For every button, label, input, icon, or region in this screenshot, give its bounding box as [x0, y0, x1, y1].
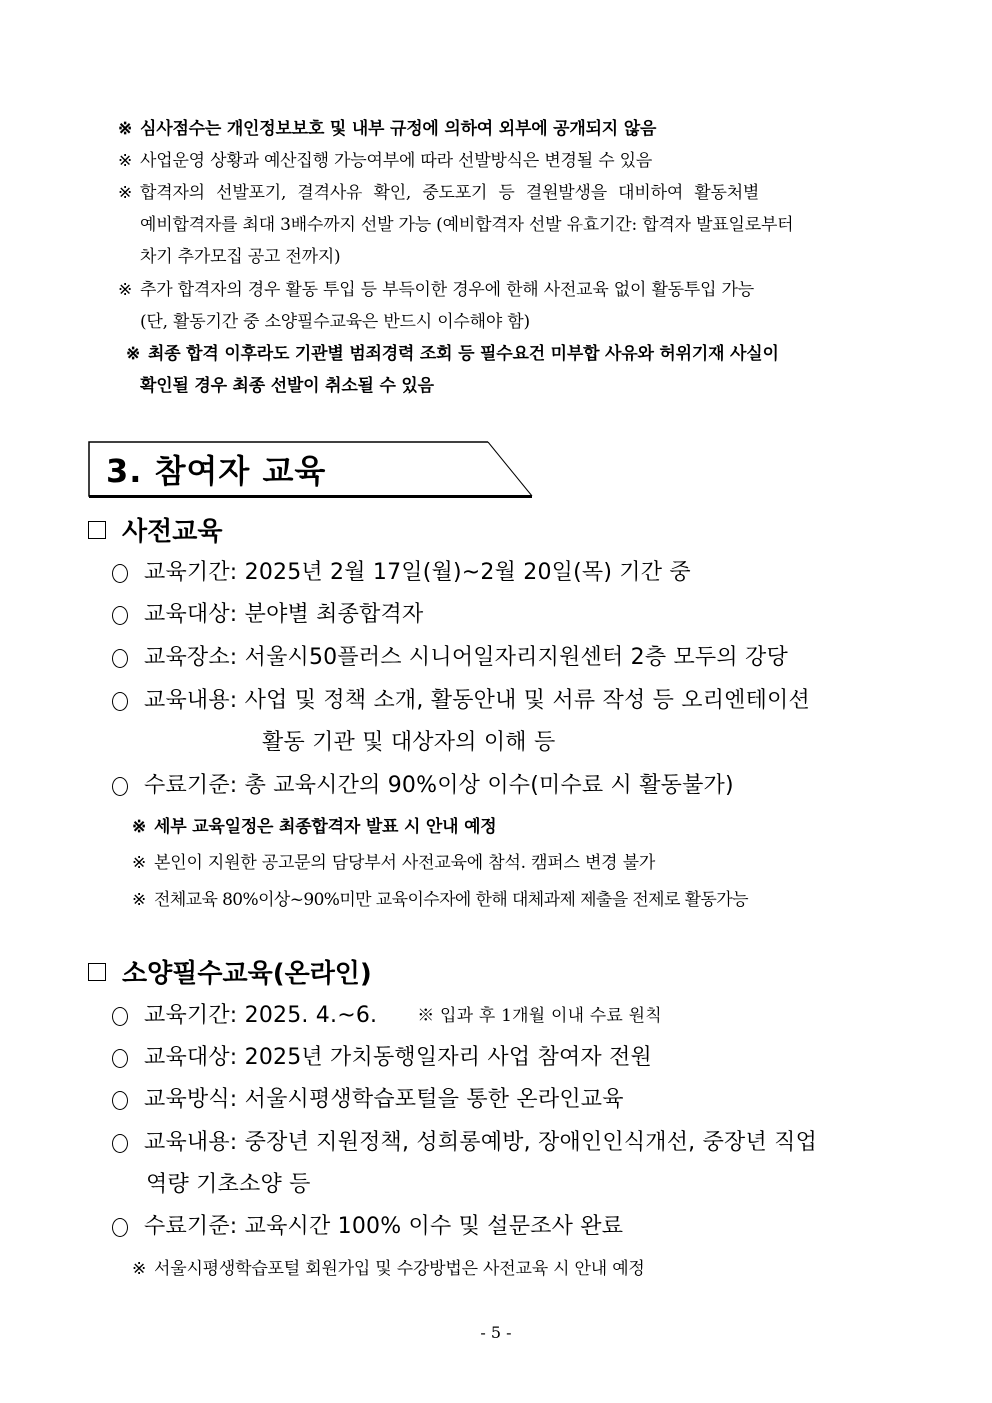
bullet-circle-icon — [112, 1218, 128, 1237]
section-title-box — [88, 441, 533, 497]
note-additional-candidates: ※ 추가 합격자의 경우 활동 투입 등 부득이한 경우에 한해 사전교육 없이 활동투입 가능 — [118, 280, 754, 300]
online-education-method: 교육방식: 서울시평생학습포털을 통한 온라인교육 — [112, 1086, 624, 1114]
note-reserve-candidates: ※ 합격자의 선발포기, 결격사유 확인, 중도포기 등 결원발생을 대비하여 활동처별 — [118, 183, 760, 203]
online-education-completion: 수료기준: 교육시간 100% 이수 및 설문조사 완료 — [112, 1213, 623, 1241]
pre-education-period: 교육기간: 2025년 2월 17일(월)~2월 20일(목) 기간 중 — [112, 559, 691, 587]
pre-education-note-attendance: ※ 본인이 지원한 공고문의 담당부서 사전교육에 참석. 캠퍼스 변경 불가 — [132, 853, 656, 873]
pre-education-note-schedule: ※ 세부 교육일정은 최종합격자 발표 시 안내 예정 — [132, 817, 497, 837]
online-education-period: 교육기간: 2025. 4.~6. ※ 입과 후 1개월 이내 수료 원칙 — [112, 1002, 662, 1030]
note-cancellation-cont: 확인될 경우 최종 선발이 취소될 수 있음 — [140, 376, 434, 396]
online-education-content-cont: 역량 기초소양 등 — [146, 1172, 311, 1197]
online-education-period-note: ※ 입과 후 1개월 이내 수료 원칙 — [417, 1006, 662, 1026]
online-education-heading: 소양필수교육(온라인) — [88, 953, 372, 990]
note-additional-candidates-cont: (단, 활동기간 중 소양필수교육은 반드시 이수해야 함) — [140, 312, 530, 332]
bullet-circle-icon — [112, 1134, 128, 1153]
bullet-circle-icon — [112, 649, 128, 668]
pre-education-target: 교육대상: 분야별 최종합격자 — [112, 601, 423, 629]
pre-education-location: 교육장소: 서울시50플러스 시니어일자리지원센터 2층 모두의 강당 — [112, 644, 788, 672]
page-number: - 5 - — [480, 1323, 512, 1342]
note-cancellation: ※ 최종 합격 이후라도 기관별 범죄경력 조회 등 필수요건 미부합 사유와 허위기재 사실이 — [126, 344, 779, 364]
bullet-circle-icon — [112, 1091, 128, 1110]
bullet-circle-icon — [112, 1007, 128, 1026]
online-education-content: 교육내용: 중장년 지원정책, 성희롱예방, 장애인인식개선, 중장년 직업 — [112, 1129, 817, 1157]
section-title: 3. 참여자 교육 — [106, 452, 327, 490]
pre-education-content: 교육내용: 사업 및 정책 소개, 활동안내 및 서류 작성 등 오리엔테이션 — [112, 687, 810, 715]
bullet-circle-icon — [112, 692, 128, 711]
bullet-circle-icon — [112, 606, 128, 625]
note-reserve-candidates-cont-1: 예비합격자를 최대 3배수까지 선발 가능 (예비합격자 선발 유효기간: 합격자 발표일로부터 — [140, 215, 794, 235]
online-education-note-portal: ※ 서울시평생학습포털 회원가입 및 수강방법은 사전교육 시 안내 예정 — [132, 1259, 645, 1279]
pre-education-completion: 수료기준: 총 교육시간의 90%이상 이수(미수료 시 활동불가) — [112, 772, 734, 800]
online-education-target: 교육대상: 2025년 가치동행일자리 사업 참여자 전원 — [112, 1044, 652, 1072]
pre-education-heading: 사전교육 — [88, 511, 222, 548]
checkbox-square-icon — [88, 963, 106, 981]
note-reserve-candidates-cont-2: 차기 추가모집 공고 전까지) — [140, 247, 341, 267]
pre-education-content-cont: 활동 기관 및 대상자의 이해 등 — [262, 730, 556, 755]
bullet-circle-icon — [112, 564, 128, 583]
checkbox-square-icon — [88, 521, 106, 539]
note-selection-change: ※ 사업운영 상황과 예산집행 가능여부에 따라 선발방식은 변경될 수 있음 — [118, 151, 653, 171]
bullet-circle-icon — [112, 1049, 128, 1068]
note-score-confidential: ※ 심사점수는 개인정보보호 및 내부 규정에 의하여 외부에 공개되지 않음 — [118, 119, 657, 139]
pre-education-note-substitute: ※ 전체교육 80%이상~90%미만 교육이수자에 한해 대체과제 제출을 전제로 활동가능 — [132, 890, 748, 910]
bullet-circle-icon — [112, 777, 128, 796]
